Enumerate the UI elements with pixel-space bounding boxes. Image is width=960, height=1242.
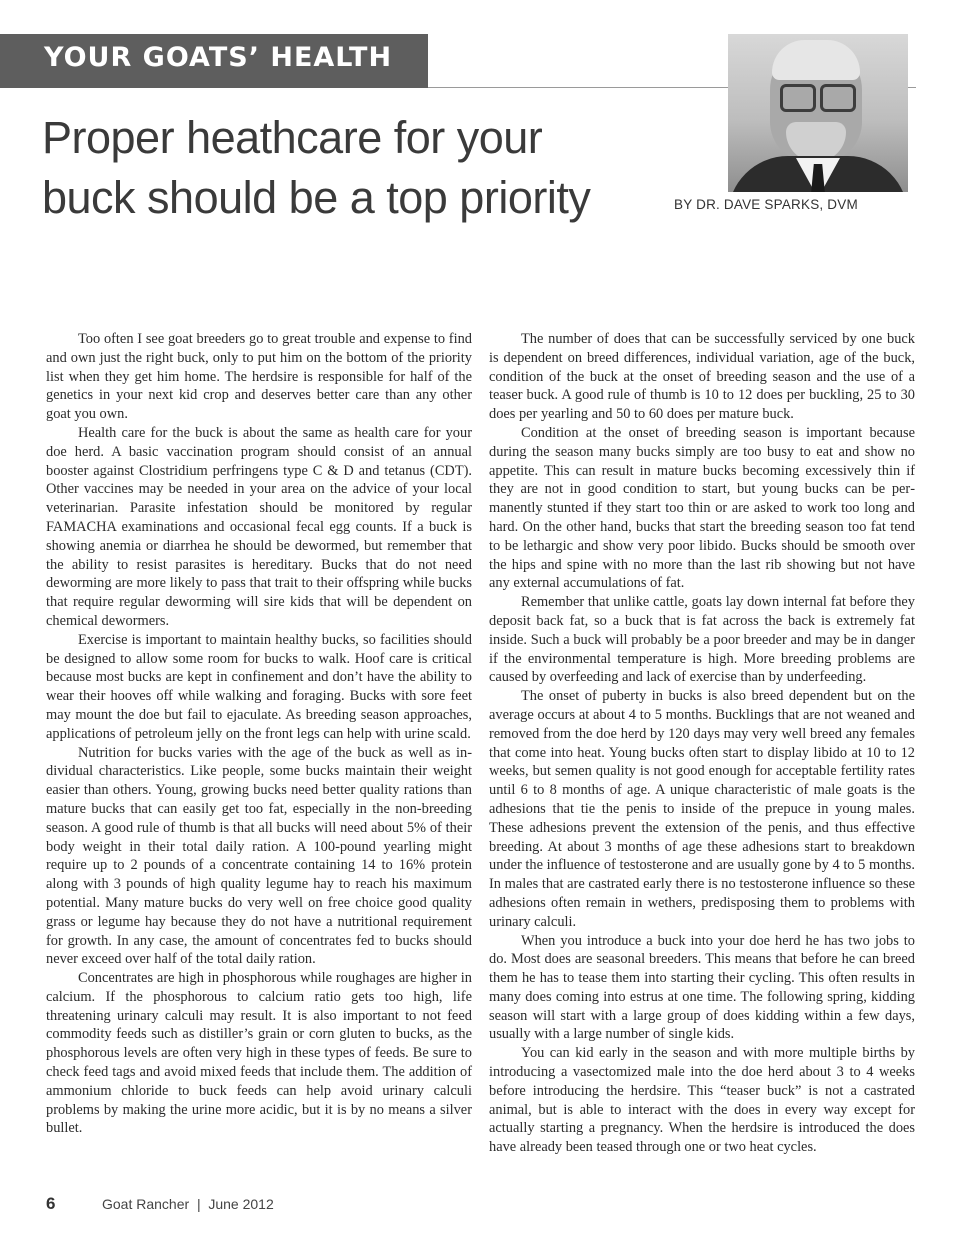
header-rule-right — [908, 87, 916, 88]
article-column-left — [46, 330, 472, 1138]
paragraph: You can kid early in the season and with more multiple births by introducing a vasectomized male into the doe herd about 3 to 4 weeks before introducing the herdsire. This “teaser buck” is not a castrated animal, but is able to interact with the does in every way except for actually starting a pregnancy. When the herdsire is introduced the does have already been teased through one or two heat cycles. — [489, 1045, 915, 1156]
publication-info: Goat Rancher | June 2012 — [102, 1196, 274, 1212]
author-byline: BY DR. DAVE SPARKS, DVM — [674, 197, 858, 212]
author-photo — [728, 34, 908, 192]
paragraph: Condition at the onset of breeding season is important because during the season many bucks simply are too busy to eat and show no appetite. This can result in mature bucks becoming excessively thin if they are not in good condition to start, but young bucks can be permanently stunted if they start too thin or are asked to work too long and hard. On the other hand, bucks that start the breeding season too fat tend to be lethargic and show very poor libido. Bucks should be smooth over the hips and spine with no more than the last rib showing but not have any external accumulations of fat. — [489, 424, 915, 592]
paragraph: When you introduce a buck into your doe herd he has two jobs to do. Most does are seasonal breeders. This means that before he can breed them he has to tease them into starting their cycling. This often results in many does coming into estrus at one time. The following spring, kidding season will start with a large group of does kidding within a few days, usually with a large number of single kids. — [489, 932, 915, 1043]
headline-line-2: buck should be a top priority — [42, 172, 591, 223]
article-column-right — [489, 330, 915, 1157]
article-headline — [42, 108, 662, 228]
paragraph: Too often I see goat breeders go to great trouble and expense to find and own just the right buck, only to put him on the bottom of the priority list when they get him home. The herdsire is responsible for half of the genetics in your next kid crop and deserves better care than any other goat you own. — [46, 331, 472, 423]
headline-line-1: Proper heathcare for your — [42, 112, 543, 163]
page-number: 6 — [46, 1194, 56, 1213]
paragraph: Exercise is important to maintain healthy bucks, so facilities should be designed to allow some room for bucks to walk. Hoof care is critical because most bucks are kept in confinement and don’t have the ability to wear their hooves off while walking and foraging. Bucks with sore feet may mount the doe but fail to ejaculate. As breeding season approaches, applications of petroleum jelly on the front legs can help with urine scald. — [46, 631, 472, 742]
paragraph: Health care for the buck is about the same as health care for your doe herd. A basic vaccination program should consist of an annual booster against Clostridium perfringens type C & D and tetanus (CDT). Other vaccines may be needed in your area on the advice of your local veterinarian. Parasite infestation should be monitored by regular FAMACHA examinations and occasional fecal egg counts. If a buck is showing anemia or diarrhea he should be dewormed, but remember that the ability to resist parasites is hereditary. Bucks that do not need deworming are more likely to pass that trait to their offspring while bucks that require regular deworming will sire kids that will be dependent on chemical dewormers. — [46, 424, 472, 629]
paragraph: Concentrates are high in phosphorous while roughages are higher in calcium. If the phosphorous to calcium ratio gets too high, life threatening urinary calculi may result. It is also important to not feed commodity feeds such as distiller’s grain or corn gluten to bucks, as the phosphorous levels are often very high in these types of feeds. Be sure to check feed tags and avoid mixed feeds that include them. The addition of ammonium chloride to buck feeds can help avoid urinary calculi problems by making the urine more acidic, but it is by no means a silver bullet. — [46, 970, 472, 1137]
section-banner-label: YOUR GOATS’ HEALTH — [44, 42, 393, 73]
paragraph: The onset of puberty in bucks is also breed dependent but on the average occurs at about 4 to 5 months. Bucklings that are not weaned and removed from the doe herd by 120 days may very well breed any females that come into heat. Young bucks often start to display libido at 10 to 12 weeks, but semen quality is not good enough for acceptable fertility rates until 6 to 8 months of age. A unique characteristic of male goats is the adhesions that tie the penis to inside of the prepuce in young males. These adhesions prevent the extension of the penis, and thus effective breeding. At about 3 months of age these adhesions start to breakdown under the influence of testosterone and are usually gone by 4 to 5 months. In males that are castrated early there is no testosterone influence so these adhesions often remain in wethers, predisposing them to problems with urinary calculi. — [489, 688, 915, 930]
paragraph: Remember that unlike cattle, goats lay down internal fat before they deposit back fat, so a buck that is fat across the back is extremely fat inside. Such a buck will probably be a poor breeder and may be in danger if the environmental temperature is high. More breeding problems are caused by overfeeding and lack of exercise than by underfeeding. — [489, 594, 915, 686]
header-rule — [428, 87, 728, 88]
paragraph: The number of does that can be successfully serviced by one buck is dependent on breed differences, individual variation, age of the buck, condition of the buck at the onset of breeding season and the use of a teaser buck. A good rule of thumb is 10 to 12 does per buckling, 25 to 30 does per yearling and 50 to 60 does per mature buck. — [489, 331, 915, 423]
paragraph: Nutrition for bucks varies with the age of the buck as well as individual characteristics. Like people, some bucks maintain their weight easier than others. Young, growing bucks need better quality rations than mature bucks that can easily get too fat, especially in the non-breeding season. A good rule of thumb is that all bucks will need about 5% of their body weight in their total daily ration. A 100-pound yearling might require up to 2 pounds of a concentrate containing 14 to 16% protein along with 3 pounds of high quality legume hay to reach his maximum potential. Many mature bucks do very well on free choice good quality grass or legume hay because they do not have a nutritional requirement for growth. In any case, the amount of concentrates fed to bucks should never exceed over half of the total daily ration. — [46, 744, 472, 968]
